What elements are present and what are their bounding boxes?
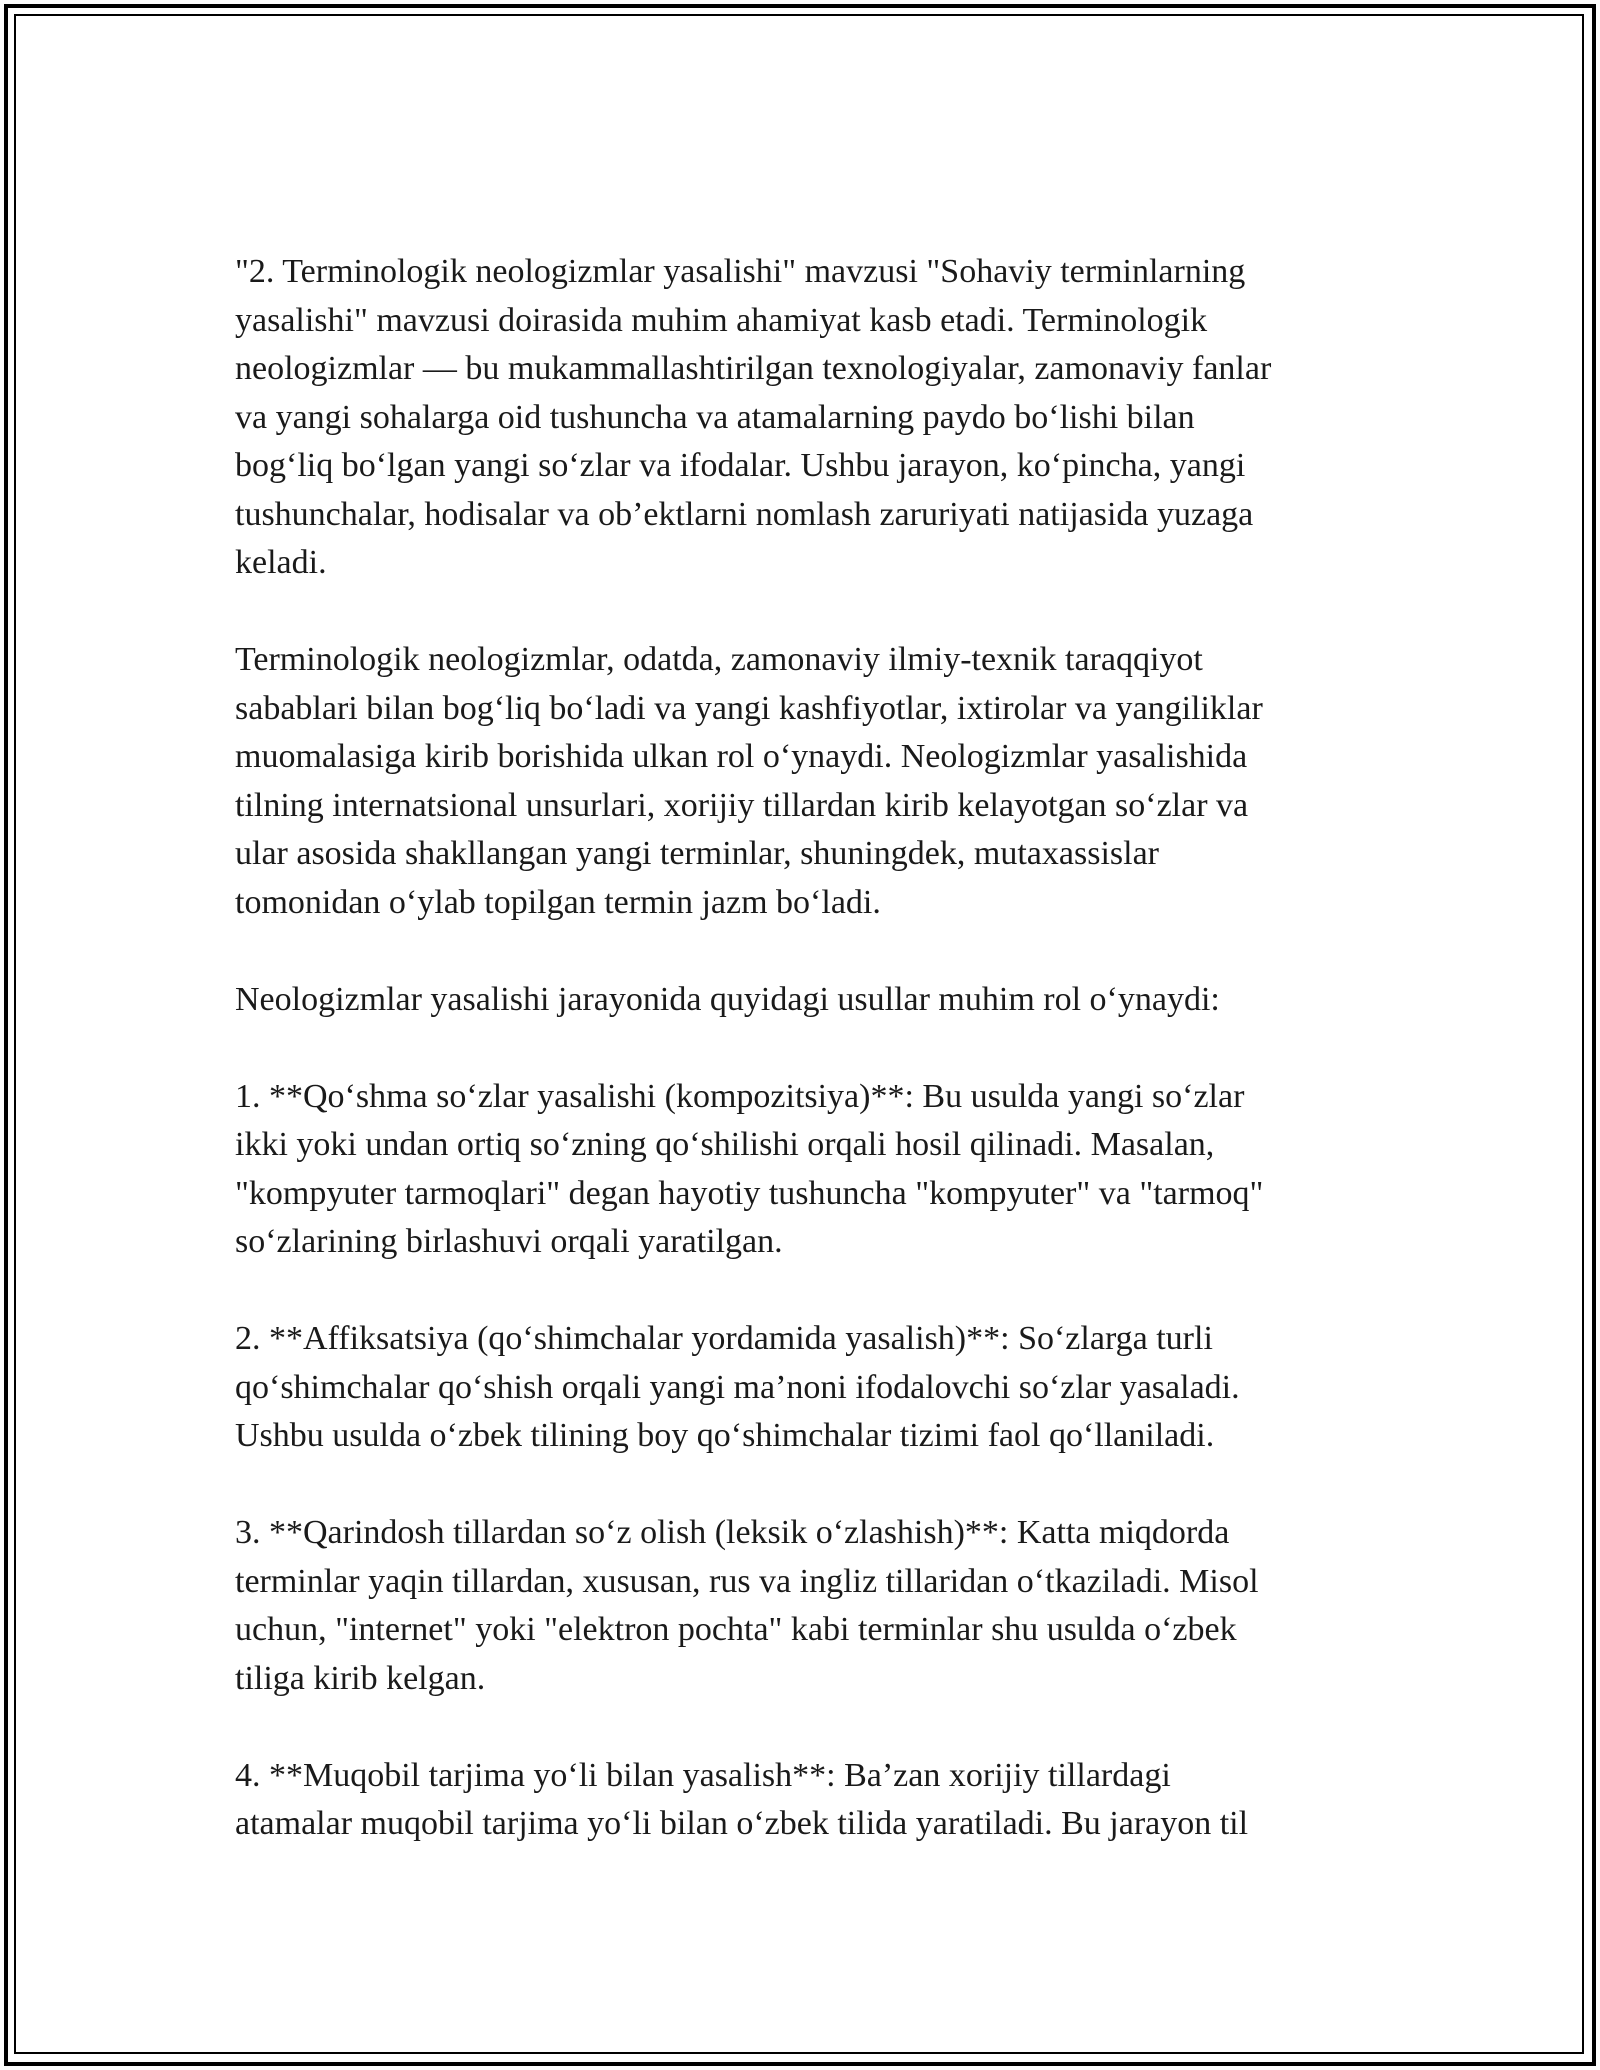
paragraph-intro: "2. Terminologik neologizmlar yasalishi" mavzusi "Sohaviy terminlarning yasalishi" mavzusi doirasida muhim ahamiyat kasb etadi. Terminologik neologizmlar — bu mukammallashtirilgan texnologiyalar, zamonaviy fanlar va yangi sohalarga oid tushuncha va atamalarning paydo bo‘lishi bilan bog‘liq bo‘lgan yangi so‘zlar va ifodalar. Ushbu jarayon, ko‘pincha, yangi tushunchalar, hodisalar va ob’ektlarni nomlash zaruriyati natijasida yuzaga keladi. bbox=[235, 253, 1272, 581]
paragraph-context: Terminologik neologizmlar, odatda, zamonaviy ilmiy-texnik taraqqiyot sabablari bilan bog‘liq bo‘ladi va yangi kashfiyotlar, ixtirolar va yangiliklar muomalasiga kirib borishida ulkan rol o‘ynaydi. Neologizmlar yasalishida tilning internatsional unsurlari, xorijiy tillardan kirib kelayotgan so‘zlar va ular asosida shakllangan yangi terminlar, shuningdek, mutaxassislar tomonidan o‘ylab topilgan termin jazm bo‘ladi. bbox=[235, 641, 1263, 921]
list-item-composition: 1. **Qo‘shma so‘zlar yasalishi (kompozitsiya)**: Bu usulda yangi so‘zlar ikki yoki undan ortiq so‘zning qo‘shilishi orqali hosil qilinadi. Masalan, "kompyuter tarmoqlari" degan hayotiy tushuncha "kompyuter" va "tarmoq" so‘zlarining birlashuvi orqali yaratilgan. bbox=[235, 1077, 1264, 1260]
list-item-translation: 4. **Muqobil tarjima yo‘li bilan yasalish**: Ba’zan xorijiy tillardagi atamalar muqobil tarjima yo‘li bilan o‘zbek tilida yaratiladi. Bu jarayon til bbox=[235, 1756, 1249, 1842]
list-item-affixation: 2. **Affiksatsiya (qo‘shimchalar yordamida yasalish)**: So‘zlarga turli qo‘shimchalar qo‘shish orqali yangi ma’noni ifodalovchi so‘zlar yasaladi. Ushbu usulda o‘zbek tilining boy qo‘shimchalar tizimi faol qo‘llaniladi. bbox=[235, 1320, 1240, 1454]
list-item-borrowing: 3. **Qarindosh tillardan so‘z olish (leksik o‘zlashish)**: Katta miqdorda terminlar yaqin tillardan, xususan, rus va ingliz tillaridan o‘tkaziladi. Misol uchun, "internet" yoki "elektron pochta" kabi terminlar shu usulda o‘zbek tiliga kirib kelgan. bbox=[235, 1514, 1259, 1697]
paragraph-methods-lead: Neologizmlar yasalishi jarayonida quyidagi usullar muhim rol o‘ynaydi: bbox=[235, 980, 1220, 1018]
document-body bbox=[235, 248, 1365, 1849]
